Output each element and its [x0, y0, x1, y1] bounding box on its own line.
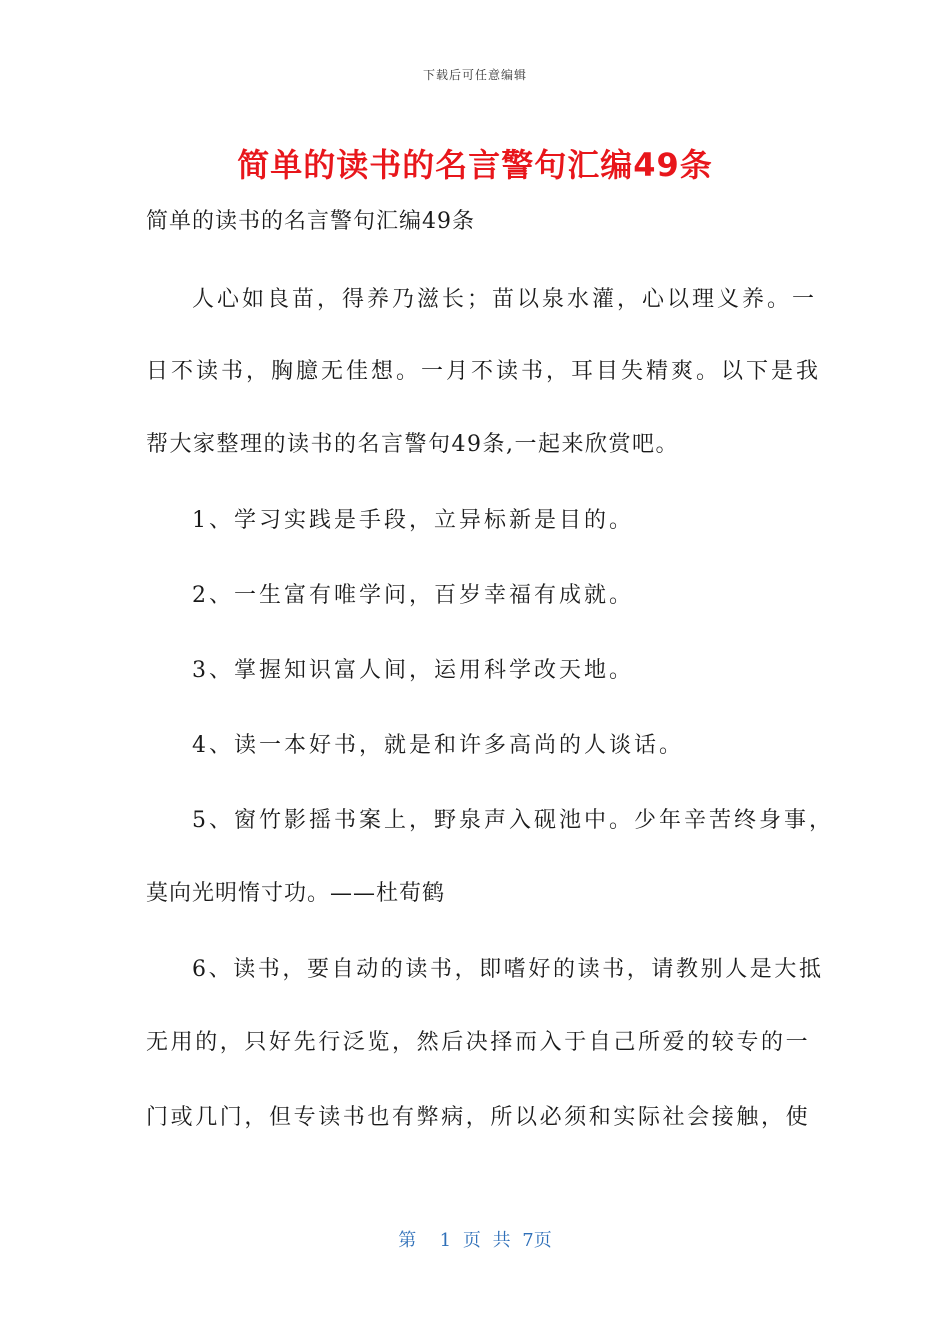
body-line: 人心如良苗，得养乃滋长；苗以泉水灌，心以理义养。一	[192, 287, 818, 312]
quote-item-continuation: 莫向光明惰寸功。——杜荀鹤	[146, 881, 446, 906]
document-title: 简单的读书的名言警句汇编49条	[237, 146, 713, 184]
body-line: 帮大家整理的读书的名言警句49条,一起来欣赏吧。	[146, 432, 679, 457]
quote-item: 2、一生富有唯学问，百岁幸福有成就。	[192, 583, 634, 608]
quote-item-continuation: 门或几门，但专读书也有弊病，所以必须和实际社会接触，使	[146, 1105, 811, 1130]
quote-item-continuation: 无用的，只好先行泛览，然后决择而入于自己所爱的较专的一	[146, 1030, 811, 1055]
quote-item: 4、读一本好书，就是和许多高尚的人谈话。	[192, 733, 684, 758]
quote-item: 5、窗竹影摇书案上，野泉声入砚池中。少年辛苦终身事，	[192, 808, 834, 833]
header-note: 下载后可任意编辑	[422, 68, 527, 82]
document-subtitle: 简单的读书的名言警句汇编49条	[146, 209, 475, 234]
body-line: 日不读书，胸臆无佳想。一月不读书，耳目失精爽。以下是我	[146, 359, 822, 384]
quote-item: 3、掌握知识富人间，运用科学改天地。	[192, 658, 634, 683]
quote-item: 1、学习实践是手段，立异标新是目的。	[192, 508, 634, 533]
page-number: 第 1 页 共 7页	[398, 1230, 552, 1251]
quote-item: 6、读书，要自动的读书，即嗜好的读书，请教别人是大抵	[192, 957, 824, 982]
